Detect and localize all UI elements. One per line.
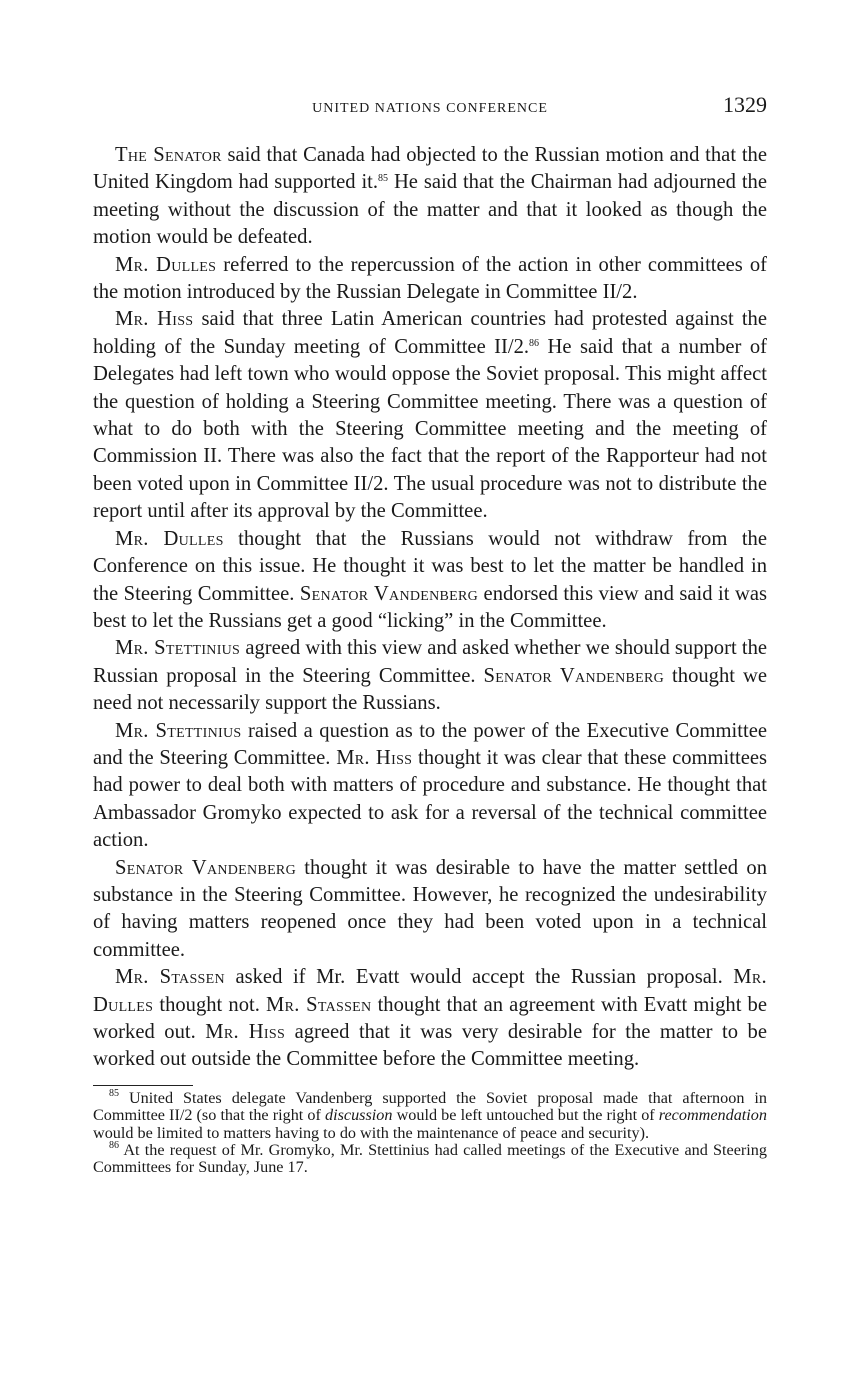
text-run: raised a question as to the power of the Executive Committee and the Steering Committee. — [93, 719, 767, 769]
speaker-name: Mr. Dulles — [93, 966, 767, 1016]
speaker-name: Senator Vandenberg — [115, 856, 296, 879]
text-run: agreed that it was very desirable for the matter to be worked out outside the Committee before the Committee meeting. — [93, 1021, 767, 1071]
speaker-name: Mr. Stettinius — [115, 637, 241, 660]
running-title — [93, 100, 767, 117]
footnote-ref: 85 — [378, 173, 389, 185]
text-run: He said that the Chairman had adjourned the meeting without the discussion of the matter and that it looked as though the motion would be defeated. — [93, 171, 767, 249]
speaker-name: Mr. Stettinius — [115, 719, 242, 742]
text-run: thought we need not necessarily support the Russians. — [93, 664, 767, 715]
text-run: endorsed this view and said it was best to let the Russians get a good “licking” in the Committee. — [93, 582, 767, 632]
text-run: agreed with this view and asked whether we should support the Russian proposal in the Steering Committee. — [93, 637, 768, 687]
body-text — [93, 142, 767, 1074]
paragraph — [93, 718, 767, 855]
footnote-ref: 86 — [529, 337, 540, 349]
text-run: thought that the Russians would not withdraw from the Conference on this issue. He thought it was best to let the matter be handled in the Steering Committee. — [93, 527, 767, 605]
emphasis-text: discussion — [325, 1106, 393, 1125]
speaker-name: Mr. Hiss — [205, 1021, 286, 1043]
paragraph — [93, 306, 767, 525]
page-number: 1329 — [723, 92, 767, 117]
footnote — [93, 1142, 767, 1177]
text-run: would be limited to matters having to do with the maintenance of peace and security). — [93, 1123, 650, 1142]
footnote — [93, 1087, 767, 1142]
footnote-ref: 85 — [109, 1087, 119, 1099]
footnote-divider — [93, 1085, 193, 1086]
text-run: thought it was clear that these committees had power to deal both with matters of procedure and substance. He thought that Ambassador Gromyko expected to ask for a reversal of the technical committee action. — [93, 746, 768, 852]
footnotes — [93, 1087, 767, 1177]
speaker-name: Senator Vandenberg — [299, 582, 479, 605]
emphasis-text: recommendation — [658, 1106, 767, 1125]
text-run: would be left untouched but the right of — [392, 1106, 659, 1125]
text-run: thought it was desirable to have the matter settled on substance in the Steering Committee. However, he recognized the undesirability of having matters reopened once they had been voted upon in a technical committee. — [93, 856, 767, 961]
paragraph — [93, 964, 767, 1074]
speaker-name: Mr. Dulles — [115, 253, 217, 276]
paragraph — [93, 526, 767, 636]
speaker-name: Mr. Stassen — [115, 966, 225, 989]
speaker-name: Mr. Dulles — [115, 527, 224, 550]
speaker-name: Mr. Stassen — [266, 993, 372, 1016]
text-run: thought that an agreement with Evatt might be worked out. — [93, 993, 767, 1043]
text-run: At the request of Mr. Gromyko, Mr. Stettinius had called meetings of the Executive and Steering Committees for Sunday, June 17. — [93, 1141, 767, 1177]
paragraph — [93, 252, 767, 307]
text-run: asked if Mr. Evatt would accept the Russian proposal. — [224, 966, 734, 989]
running-title-text: UNITED NATIONS CONFERENCE — [312, 101, 548, 116]
document-page — [93, 92, 767, 1177]
footnote-ref: 86 — [109, 1140, 119, 1152]
speaker-name: Senator Vandenberg — [483, 664, 665, 687]
text-run: He said that a number of Delegates had left town who would oppose the Soviet proposal. This might affect the question of holding a Steering Committee meeting. There was a question of what to do both with the Steering Committee meeting and the meeting of Commission II. There was also the fact that the report of the Rapporteur had not been voted upon in Committee II/2. The usual procedure was not to distribute the report until after its approval by the Committee. — [93, 335, 767, 523]
speaker-name: Mr. Hiss — [336, 746, 413, 769]
speaker-name: The Senator — [115, 144, 222, 166]
paragraph — [93, 635, 767, 717]
text-run: referred to the repercussion of the action in other committees of the motion introduced by the Russian Delegate in Committee II/2. — [93, 253, 767, 304]
text-run: United States delegate Vandenberg supported the Soviet proposal made that afternoon in Committee II/2 (so that the right of — [93, 1088, 767, 1125]
paragraph — [93, 855, 767, 965]
paragraph — [93, 142, 767, 252]
text-run: said that Canada had objected to the Russian motion and that the United Kingdom had supported it. — [93, 144, 767, 194]
text-run: thought not. — [153, 993, 266, 1016]
text-run: said that three Latin American countries had protested against the holding of the Sunday meeting of Committee II/2. — [93, 308, 767, 358]
running-header — [93, 92, 767, 126]
speaker-name: Mr. Hiss — [115, 308, 194, 331]
